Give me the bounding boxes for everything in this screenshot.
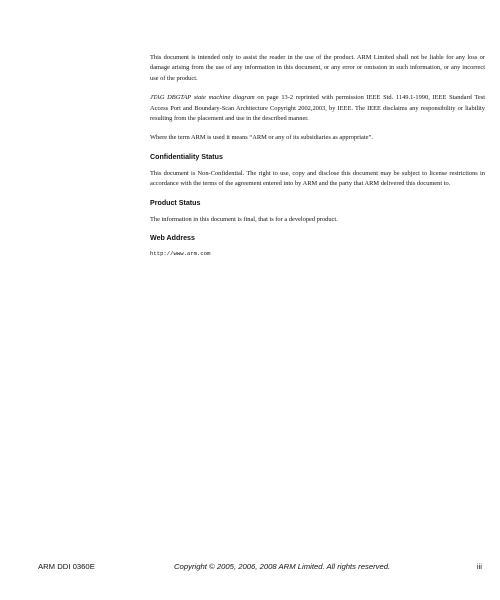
web-address-link[interactable]: http://www.arm.com <box>150 250 211 258</box>
arm-term-paragraph: Where the term ARM is used it means “ARM or any of its subsidiaries as appropriate”. <box>150 134 373 142</box>
page-footer <box>38 561 482 573</box>
confidentiality-paragraph: This document is Non-Confidential. The right to use, copy and disclose this document may be subject to license restrictions in accordance with the terms of the agreement entered into by ARM and the party that ARM delivered this document to. <box>150 169 485 188</box>
document-id: ARM DDI 0360E <box>38 562 95 571</box>
copyright-notice: Copyright © 2005, 2006, 2008 ARM Limited. All rights reserved. <box>174 562 391 571</box>
product-status-paragraph: The information in this document is final, that is for a developed product. <box>150 215 338 223</box>
ieee-permission-paragraph <box>150 93 485 124</box>
ieee-permission-text: on page 13-2 reprinted with permission IEEE Std. 1149.1-1990, IEEE Standard Test Access Port and Boundary-Scan Architecture Copyright 2002,2003, by IEEE. The IEEE disclaims any responsibility or liability resulting from the placement and use in the described manner. <box>150 94 486 123</box>
jtag-diagram-reference[interactable]: JTAG DBGTAP state machine diagram <box>150 94 255 102</box>
page-content <box>150 53 485 258</box>
product-status-heading: Product Status <box>150 198 201 207</box>
page-number: iii <box>476 562 482 571</box>
web-address-heading: Web Address <box>150 234 195 243</box>
confidentiality-heading: Confidentiality Status <box>150 152 223 161</box>
liability-paragraph: This document is intended only to assist the reader in the use of the product. ARM Limited shall not be liable for any loss or damage arising from the use of any information in this document, or any error or omission in such information, or any incorrect use of the product. <box>150 54 485 82</box>
